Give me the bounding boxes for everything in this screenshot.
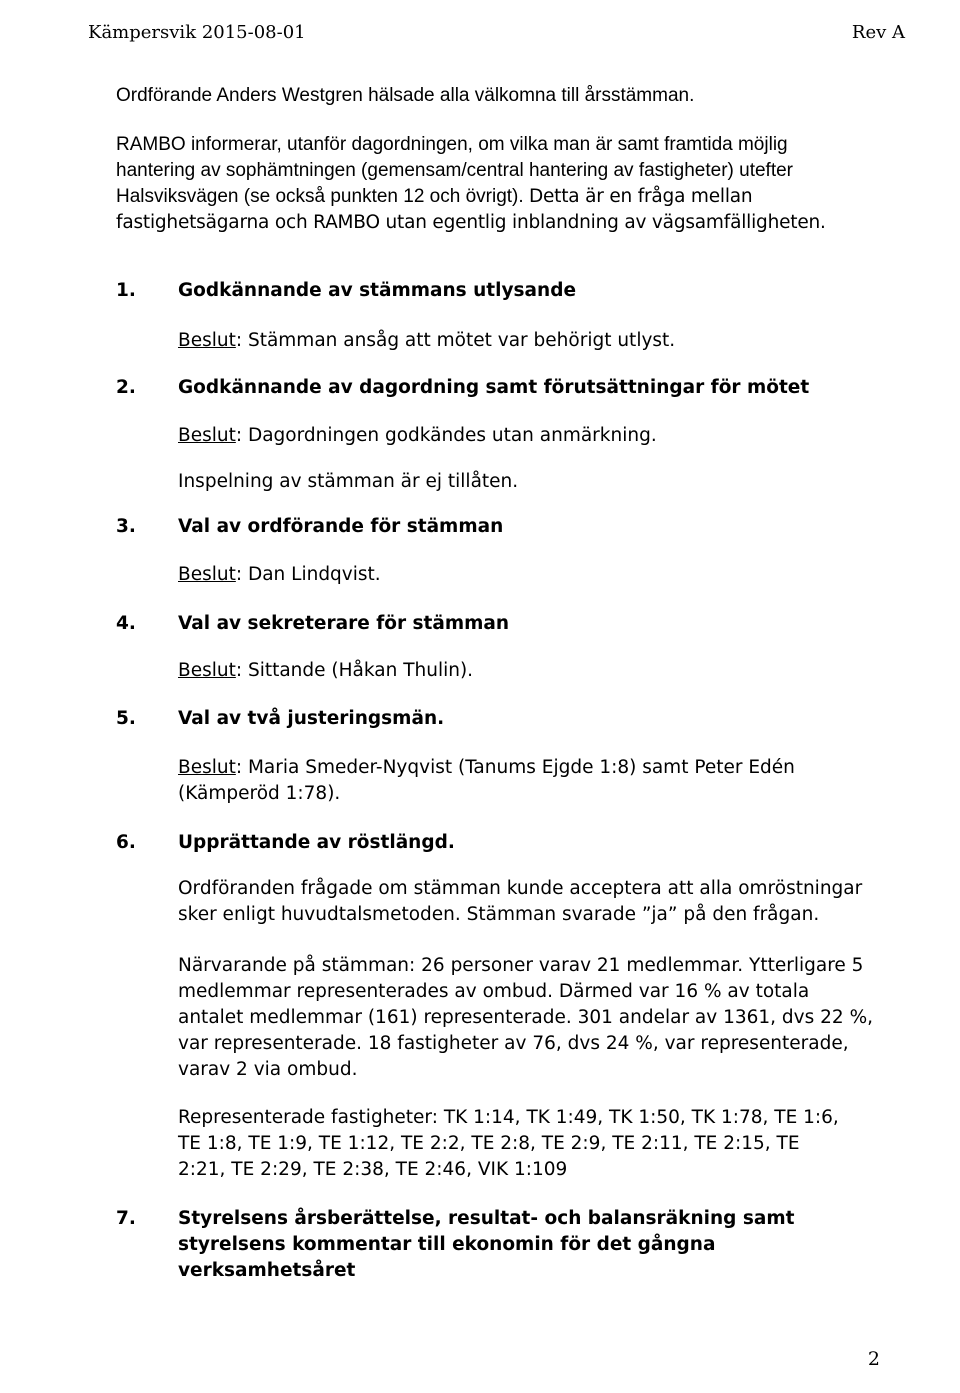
decision-text: : Dan Lindqvist. [235, 564, 381, 585]
item-title: Godkännande av stämmans utlysande [178, 280, 577, 301]
intro-rambo-line: hantering av sophämtningen (gemensam/central hantering av fastigheter) utefter [116, 160, 794, 181]
decision-2-extra: Inspelning av stämman är ej tillåten. [178, 471, 519, 492]
intro-rambo-line: RAMBO informerar, utanför dagordningen, om vilka man är samt framtida möjlig [116, 134, 788, 155]
intro-rambo [116, 132, 896, 236]
decision-label: Beslut [178, 425, 236, 446]
text-line: Representerade fastigheter: TK 1:14, TK 1:49, TK 1:50, TK 1:78, TE 1:6, [178, 1107, 839, 1128]
item-title: Val av ordförande för stämman [178, 516, 504, 537]
decision-text: : Maria Smeder-Nyqvist (Tanums Ejgde 1:8) samt Peter Edén [235, 757, 795, 778]
text-line: 2:21, TE 2:29, TE 2:38, TE 2:46, VIK 1:109 [178, 1159, 568, 1180]
item-number: 1. [116, 280, 136, 301]
item-number: 5. [116, 708, 136, 729]
decision-3 [178, 562, 888, 588]
text-line: TE 1:8, TE 1:9, TE 1:12, TE 2:2, TE 2:8, TE 2:9, TE 2:11, TE 2:15, TE [178, 1133, 800, 1154]
decision-text: : Sittande (Håkan Thulin). [235, 660, 474, 681]
intro-rambo-line [116, 184, 896, 210]
intro-rambo-text: Detta är en fråga mellan [528, 186, 753, 207]
item-title: Val av sekreterare för stämman [178, 613, 510, 634]
intro-welcome [116, 83, 896, 109]
page-number: 2 [867, 1348, 880, 1370]
decision-label: Beslut [178, 757, 236, 778]
decision-text: : Dagordningen godkändes utan anmärkning. [235, 425, 657, 446]
title-line: Styrelsens årsberättelse, resultat- och balansräkning samt [178, 1208, 795, 1229]
text-line: medlemmar representerades av ombud. Därmed var 16 % av totala [178, 981, 810, 1002]
decision-label: Beslut [178, 564, 236, 585]
title-line: verksamhetsåret [178, 1260, 356, 1281]
decision-label: Beslut [178, 660, 236, 681]
item-title: Upprättande av röstlängd. [178, 832, 455, 853]
decision-5 [178, 755, 888, 807]
item-number: 6. [116, 832, 136, 853]
page-header [88, 22, 905, 43]
text-line: Ordföranden frågade om stämman kunde acceptera att alla omröstningar [178, 878, 863, 899]
decision-4 [178, 658, 888, 684]
item-number: 2. [116, 377, 136, 398]
item-6-properties [178, 1105, 888, 1183]
item-6-attendance [178, 953, 888, 1083]
item-number: 4. [116, 613, 136, 634]
item-title: Godkännande av dagordning samt förutsättningar för mötet [178, 377, 810, 398]
text-line: var representerade. 18 fastigheter av 76, dvs 24 %, var representerade, [178, 1033, 849, 1054]
item-6-acceptance [178, 876, 888, 928]
intro-welcome-text: Ordförande Anders Westgren hälsade alla välkomna till årsstämman. [116, 85, 695, 106]
header-title: Kämpersvik 2015-08-01 [88, 22, 306, 43]
text-line: sker enligt huvudtalsmetoden. Stämman svarade ”ja” på den frågan. [178, 904, 820, 925]
title-line: styrelsens kommentar till ekonomin för det gångna [178, 1234, 716, 1255]
text-line: varav 2 via ombud. [178, 1059, 358, 1080]
item-title [178, 1206, 838, 1284]
item-number: 3. [116, 516, 136, 537]
text-line: Närvarande på stämman: 26 personer varav 21 medlemmar. Ytterligare 5 [178, 955, 864, 976]
intro-rambo-text: Halsviksvägen (se också punkten 12 och övrigt). [116, 186, 524, 207]
decision-text-line2: (Kämperöd 1:78). [178, 783, 341, 804]
item-number: 7. [116, 1208, 136, 1229]
decision-2 [178, 423, 888, 449]
item-title: Val av två justeringsmän. [178, 708, 445, 729]
text-line: antalet medlemmar (161) representerade. 301 andelar av 1361, dvs 22 %, [178, 1007, 874, 1028]
decision-text: : Stämman ansåg att mötet var behörigt utlyst. [235, 330, 676, 351]
decision-label: Beslut [178, 330, 236, 351]
header-revision: Rev A [851, 22, 905, 43]
intro-rambo-line: fastighetsägarna och RAMBO utan egentlig inblandning av vägsamfälligheten. [116, 212, 826, 233]
decision-1 [178, 328, 888, 354]
